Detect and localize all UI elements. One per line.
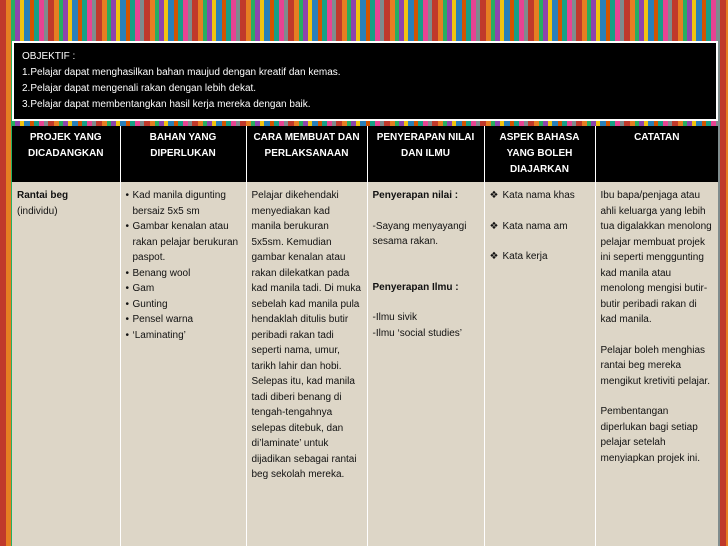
- diamond-bullet-icon: ❖: [489, 220, 499, 232]
- bahan-item: • Kad manila digunting bersaiz 5x5 sm: [126, 188, 241, 219]
- aspek-item: ❖ Kata nama khas: [490, 188, 590, 204]
- ilmu-item: -Ilmu ‘social studies’: [372, 327, 462, 339]
- header-catatan: CATATAN: [595, 126, 718, 182]
- header-bahan: BAHAN YANG DIPERLUKAN: [120, 126, 246, 182]
- projek-subtitle: (individu): [17, 205, 58, 217]
- cell-penyerapan: [367, 182, 484, 546]
- diamond-bullet-icon: ❖: [489, 251, 499, 262]
- ilmu-item: -Ilmu sivik: [372, 312, 417, 323]
- cell-projek: [12, 182, 120, 546]
- header-projek: PROJEK YANG DICADANGKAN: [12, 126, 120, 182]
- objective-line-3: 3.Pelajar dapat membentangkan hasil kerja mereka dengan baik.: [22, 99, 311, 110]
- bahan-item: • ‘Laminating’: [126, 328, 241, 344]
- ilmu-heading: Penyerapan Ilmu :: [372, 281, 459, 293]
- table-header-row: [12, 126, 718, 182]
- bahan-item: • Gambar kenalan atau rakan pelajar berukuran paspot.: [126, 219, 241, 266]
- cell-catatan: [595, 182, 718, 546]
- activity-table: [12, 126, 718, 546]
- objective-heading: OBJEKTIF :: [22, 51, 76, 62]
- nilai-item: -Sayang menyayangi sesama rakan.: [372, 220, 467, 247]
- bahan-item: • Gam: [126, 281, 241, 297]
- objective-line-2: 2.Pelajar dapat mengenali rakan dengan lebih dekat.: [22, 83, 257, 94]
- diamond-bullet-icon: ❖: [489, 190, 499, 201]
- catatan-para: Pembentangan diperlukan bagi setiap pelajar setelah menyiapkan projek ini.: [600, 406, 700, 464]
- bahan-item: • Benang wool: [126, 266, 241, 282]
- aspek-item: ❖ Kata nama am: [490, 219, 590, 235]
- objective-box: [12, 41, 718, 121]
- header-cara: CARA MEMBUAT DAN PERLAKSANAAN: [246, 126, 367, 182]
- cell-bahan: [120, 182, 246, 546]
- bahan-item: • Pensel warna: [126, 312, 241, 328]
- cell-aspek: [484, 182, 595, 546]
- bahan-list: [126, 188, 241, 343]
- objective-line-1: 1.Pelajar dapat menghasilkan bahan maujud dengan kreatif dan kemas.: [22, 67, 341, 78]
- aspek-item: ❖ Kata kerja: [490, 249, 590, 265]
- nilai-heading: Penyerapan nilai :: [372, 190, 459, 201]
- header-aspek: ASPEK BAHASA YANG BOLEH DIAJARKAN: [484, 126, 595, 182]
- bahan-item: • Gunting: [126, 297, 241, 313]
- projek-title: Rantai beg: [17, 190, 69, 201]
- cell-cara: Pelajar dikehendaki menyediakan kad manila berukuran 5x5sm. Kemudian gambar kenalan atau rakan dilekatkan pada kad manila tadi. Di muka sebelah kad manila pula hendaklah ditulis butir peribadi rakan tadi seperti nama, umur, tarikh lahir dan hobi. Selepas itu, kad manila tadi diberi benang di tengah-tengahnya selepas ditebuk, dan di’laminate’ untuk dijadikan sebagai rantai beg sekolah mereka.: [246, 182, 367, 546]
- table-row: [12, 182, 718, 546]
- catatan-para: Ibu bapa/penjaga atau ahli keluarga yang lebih tua digalakkan menolong pelajar membuat projek ini seperti menggunting kad manila atau menolong mengisi butir-butir peribadi rakan di kad manila.: [600, 190, 712, 325]
- header-penyerapan: PENYERAPAN NILAI DAN ILMU: [367, 126, 484, 182]
- catatan-para: Pelajar boleh menghias rantai beg mereka mengikut kretiviti pelajar.: [600, 344, 710, 387]
- aspek-list: [490, 188, 590, 265]
